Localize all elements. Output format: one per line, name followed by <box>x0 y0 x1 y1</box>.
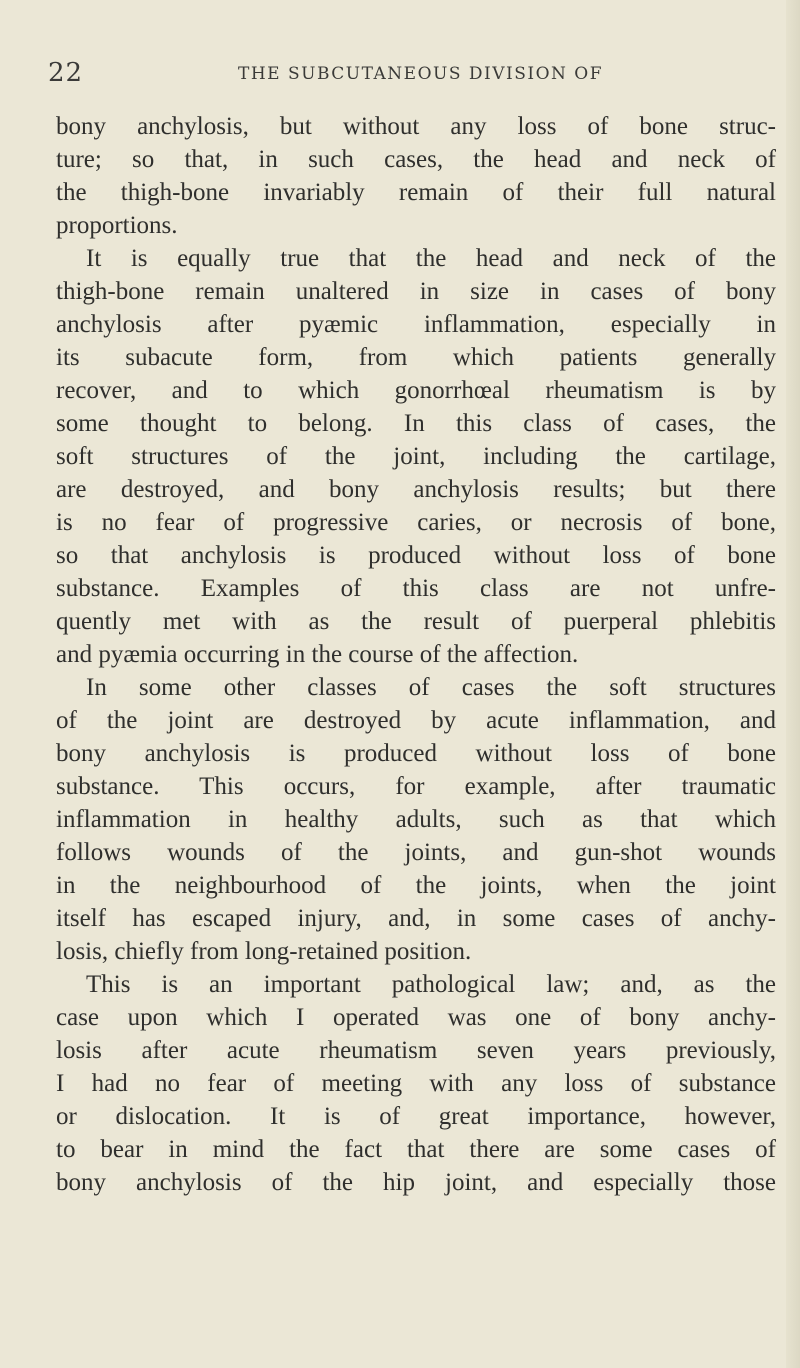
text-line: of the joint are destroyed by acute inflammation, and <box>56 707 776 734</box>
text-line: substance. Examples of this class are not unfre- <box>56 575 776 602</box>
text-line: and pyæmia occurring in the course of the affection. <box>56 641 579 668</box>
text-line: the thigh-bone invariably remain of their full natural <box>56 179 776 206</box>
text-line: bony anchylosis is produced without loss of bone <box>56 740 776 767</box>
text-line: bony anchylosis, but without any loss of bone struc- <box>56 113 776 140</box>
text-line: are destroyed, and bony anchylosis results; but there <box>56 476 776 503</box>
text-line: some thought to belong. In this class of cases, the <box>56 410 776 437</box>
text-line: ture; so that, in such cases, the head and neck of <box>56 146 776 173</box>
text-line: This is an important pathological law; and, as the <box>86 971 776 998</box>
running-head <box>48 58 668 98</box>
text-line: to bear in mind the fact that there are some cases of <box>56 1136 776 1163</box>
text-line: case upon which I operated was one of bony anchy- <box>56 1004 776 1031</box>
text-line: soft structures of the joint, including the cartilage, <box>56 443 776 470</box>
text-line: In some other classes of cases the soft structures <box>86 674 776 701</box>
text-line: losis, chiefly from long-retained position. <box>56 938 472 965</box>
body-text <box>56 110 776 1199</box>
running-title: THE SUBCUTANEOUS DIVISION OF <box>238 64 604 84</box>
text-line: It is equally true that the head and neck of the <box>86 245 776 272</box>
text-line: quently met with as the result of puerperal phlebitis <box>56 608 776 635</box>
text-line: bony anchylosis of the hip joint, and especially those <box>56 1169 776 1196</box>
text-line: inflammation in healthy adults, such as that which <box>56 806 776 833</box>
text-line: is no fear of progressive caries, or necrosis of bone, <box>56 509 776 536</box>
text-line: proportions. <box>56 212 178 239</box>
text-line: substance. This occurs, for example, after traumatic <box>56 773 776 800</box>
text-line: in the neighbourhood of the joints, when the joint <box>56 872 776 899</box>
text-line: recover, and to which gonorrhœal rheumatism is by <box>56 377 776 404</box>
text-line: or dislocation. It is of great importance, however, <box>56 1103 776 1130</box>
text-line: losis after acute rheumatism seven years previously, <box>56 1037 776 1064</box>
page-edge <box>786 0 800 1368</box>
text-line: itself has escaped injury, and, in some cases of anchy- <box>56 905 776 932</box>
text-line: follows wounds of the joints, and gun-shot wounds <box>56 839 776 866</box>
text-line: I had no fear of meeting with any loss of substance <box>56 1070 776 1097</box>
page-number: 22 <box>48 58 84 88</box>
text-line: thigh-bone remain unaltered in size in cases of bony <box>56 278 776 305</box>
text-line: its subacute form, from which patients generally <box>56 344 776 371</box>
text-line: so that anchylosis is produced without loss of bone <box>56 542 776 569</box>
text-line: anchylosis after pyæmic inflammation, especially in <box>56 311 776 338</box>
